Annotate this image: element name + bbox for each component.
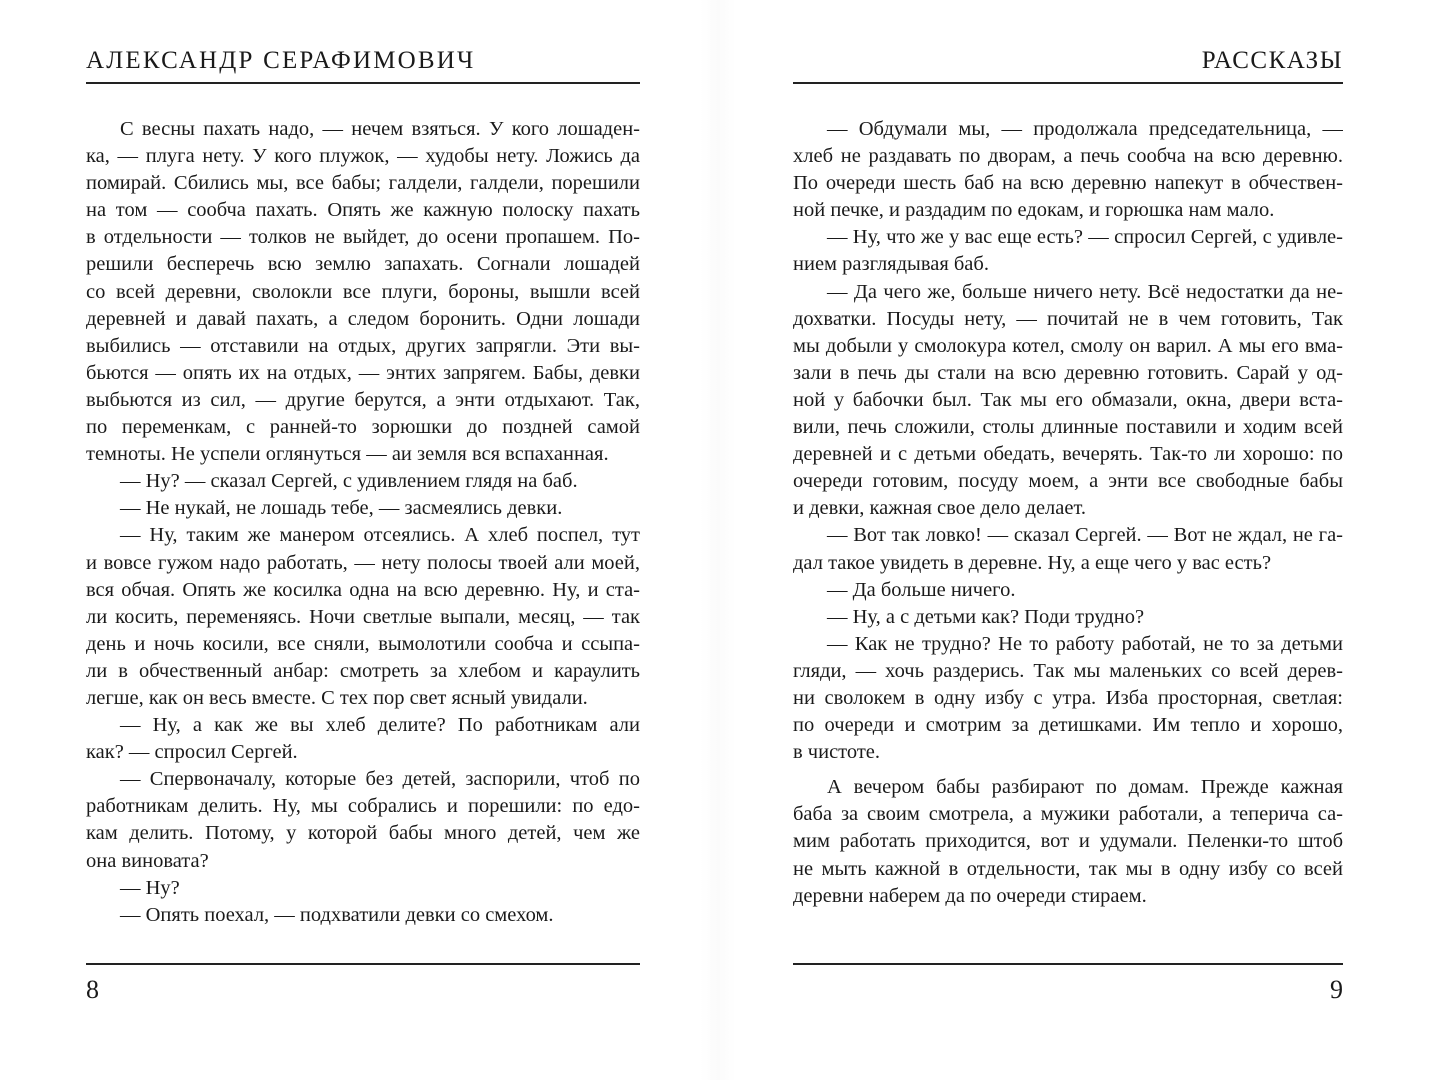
text-line: — Да больше ничего.: [827, 578, 1016, 601]
text-line: в отдельности — толков не выйдет, до осени пропашем. По-: [86, 226, 640, 249]
text-line: ной у бабочки был. Так мы его обмазали, окна, двери вста-: [793, 388, 1343, 411]
header-rule: [86, 82, 640, 84]
text-line: нием разглядывая баб.: [793, 253, 989, 276]
text-line: как? — спросил Сергей.: [86, 741, 298, 764]
text-line: не мыть кажной в отдельности, так мы в одну избу со всей: [793, 857, 1343, 880]
page-number: 8: [86, 975, 99, 1004]
text-line: мы добыли у смолокура котел, смолу он варил. А мы его вма-: [793, 334, 1343, 357]
text-line: кам делить. Потому, у которой бабы много детей, чем же: [86, 822, 640, 845]
text-line: ли косить, переменяясь. Ночи светлые выпали, месяц, — так: [86, 605, 640, 628]
text-line: в чистоте.: [793, 741, 881, 764]
text-line: деревней и давай пахать, а следом боронить. Одни лошади: [86, 307, 640, 330]
text-line: решили бесперечь всю землю запахать. Согнали лошадей: [86, 253, 640, 276]
book-gutter: [700, 0, 736, 1080]
text-line: темноты. Не успели оглянуться — аи земля вся вспаханная.: [86, 443, 609, 466]
page-body-text: [86, 116, 640, 929]
text-line: хлеб не раздавать по дворам, а печь сообча на всю деревню.: [793, 145, 1343, 168]
text-line: помирай. Сбились мы, все бабы; галдели, галдели, порешили: [86, 172, 640, 195]
text-line: — Опять поехал, — подхватили девки со смехом.: [120, 903, 554, 926]
footer-rule: [86, 963, 640, 965]
text-line: — Спервоначалу, которые без детей, заспорили, чтоб по: [120, 768, 640, 791]
text-line: легше, как он весь вместе. С тех пор свет ясный увидали.: [86, 686, 588, 709]
text-line: баба за своим смотрела, а мужики работали, а теперича са-: [793, 803, 1343, 826]
text-line: зали в печь ды стали на всю деревню готовить. Сарай у од-: [793, 361, 1343, 384]
text-line: гляди, — хочь раздерись. Так мы маленьких со всей дерев-: [793, 659, 1343, 682]
text-line: — Ну, таким же манером отсеялись. А хлеб поспел, тут: [120, 524, 640, 547]
text-line: ной печке, и раздадим по едокам, и горюшка нам мало.: [793, 199, 1275, 222]
text-line: — Ну, что же у вас еще есть? — спросил Сергей, с удивле-: [827, 226, 1343, 249]
text-line: она виновата?: [86, 849, 209, 872]
text-line: — Обдумали мы, — продолжала председательница, —: [827, 118, 1343, 140]
text-line: дал такое увидеть в деревне. Ну, а еще чего у вас есть?: [793, 551, 1272, 574]
text-line: вся обчая. Опять же косилка одна на всю деревню. Ну, и ста-: [86, 578, 640, 601]
left-page: [86, 0, 640, 1080]
header-rule: [793, 82, 1343, 84]
text-line: — Не нукай, не лошадь тебе, — засмеялись девки.: [120, 497, 563, 520]
text-line: мим работать приходится, вот и удумали. Пеленки-то штоб: [793, 830, 1343, 853]
text-line: и девки, кажная свое дело делает.: [793, 497, 1087, 520]
text-line: — Вот так ловко! — сказал Сергей. — Вот не ждал, не га-: [827, 524, 1343, 547]
text-line: по переменкам, с ранней-то зорюшки до поздней самой: [86, 416, 640, 439]
text-line: деревни наберем да по очереди стираем.: [793, 884, 1147, 907]
text-line: — Как не трудно? Не то работу работай, не то за детьми: [827, 632, 1343, 655]
footer-rule: [793, 963, 1343, 965]
text-line: вили, печь сложили, столы длинные поставили и ходим всей: [793, 416, 1343, 439]
text-line: и вовсе гужом надо работать, — нету полосы твоей али моей,: [86, 551, 640, 574]
text-line: дохватки. Посуды нету, — почитай не в чем готовить, Так: [793, 307, 1343, 330]
text-line: день и ночь косили, все сняли, вымолотили сообча и ссыпа-: [86, 632, 640, 655]
text-line: по очереди и смотрим за детишками. Им тепло и хорошо,: [793, 714, 1343, 737]
text-line: выбились — отставили на отдых, других запрягли. Эти вы-: [86, 334, 640, 357]
text-line: — Ну, а с детьми как? Поди трудно?: [827, 605, 1145, 628]
text-line: А вечером бабы разбирают по домам. Прежде кажная: [827, 776, 1343, 799]
page-number: 9: [1330, 975, 1343, 1004]
text-line: ни сволокем в одну избу с утра. Изба просторная, светлая:: [793, 686, 1343, 709]
text-line: — Ну, а как же вы хлеб делите? По работникам али: [120, 714, 640, 737]
text-line: бьются — опять их на отдых, — энтих запрягем. Бабы, девки: [86, 361, 640, 384]
paragraph-gap: [793, 766, 1343, 774]
text-line: — Ну?: [120, 876, 180, 899]
text-line: выбьются из сил, — другие берутся, а энти отдыхают. Так,: [86, 388, 640, 411]
running-head-title: РАССКАЗЫ: [1201, 47, 1343, 74]
text-line: ка, — плуга нету. У кого плужок, — худобы нету. Ложись да: [86, 145, 640, 168]
text-line: — Ну? — сказал Сергей, с удивлением глядя на баб.: [120, 470, 578, 493]
text-line: очереди готовим, посуду моем, а энти все свободные бабы: [793, 470, 1343, 493]
right-page: [793, 0, 1343, 1080]
text-line: деревней и с детьми обедать, вечерять. Так-то ли хорошо: по: [793, 443, 1343, 466]
page-body-text: [793, 116, 1343, 910]
text-line: По очереди шесть баб на всю деревню напекут в обчествен-: [793, 172, 1343, 195]
text-line: на том — сообча пахать. Опять же кажную полоску пахать: [86, 199, 640, 222]
text-line: С весны пахать надо, — нечем взяться. У кого лошаден-: [120, 118, 640, 140]
text-line: со всей деревни, сволокли все плуги, бороны, вышли всей: [86, 280, 640, 303]
running-head-author: АЛЕКСАНДР СЕРАФИМОВИЧ: [86, 47, 476, 74]
text-line: — Да чего же, больше ничего нету. Всё недостатки да не-: [827, 280, 1343, 303]
text-line: ли в обчественный анбар: смотреть за хлебом и караулить: [86, 659, 640, 682]
text-line: работникам делить. Ну, мы собрались и порешили: по едо-: [86, 795, 640, 818]
